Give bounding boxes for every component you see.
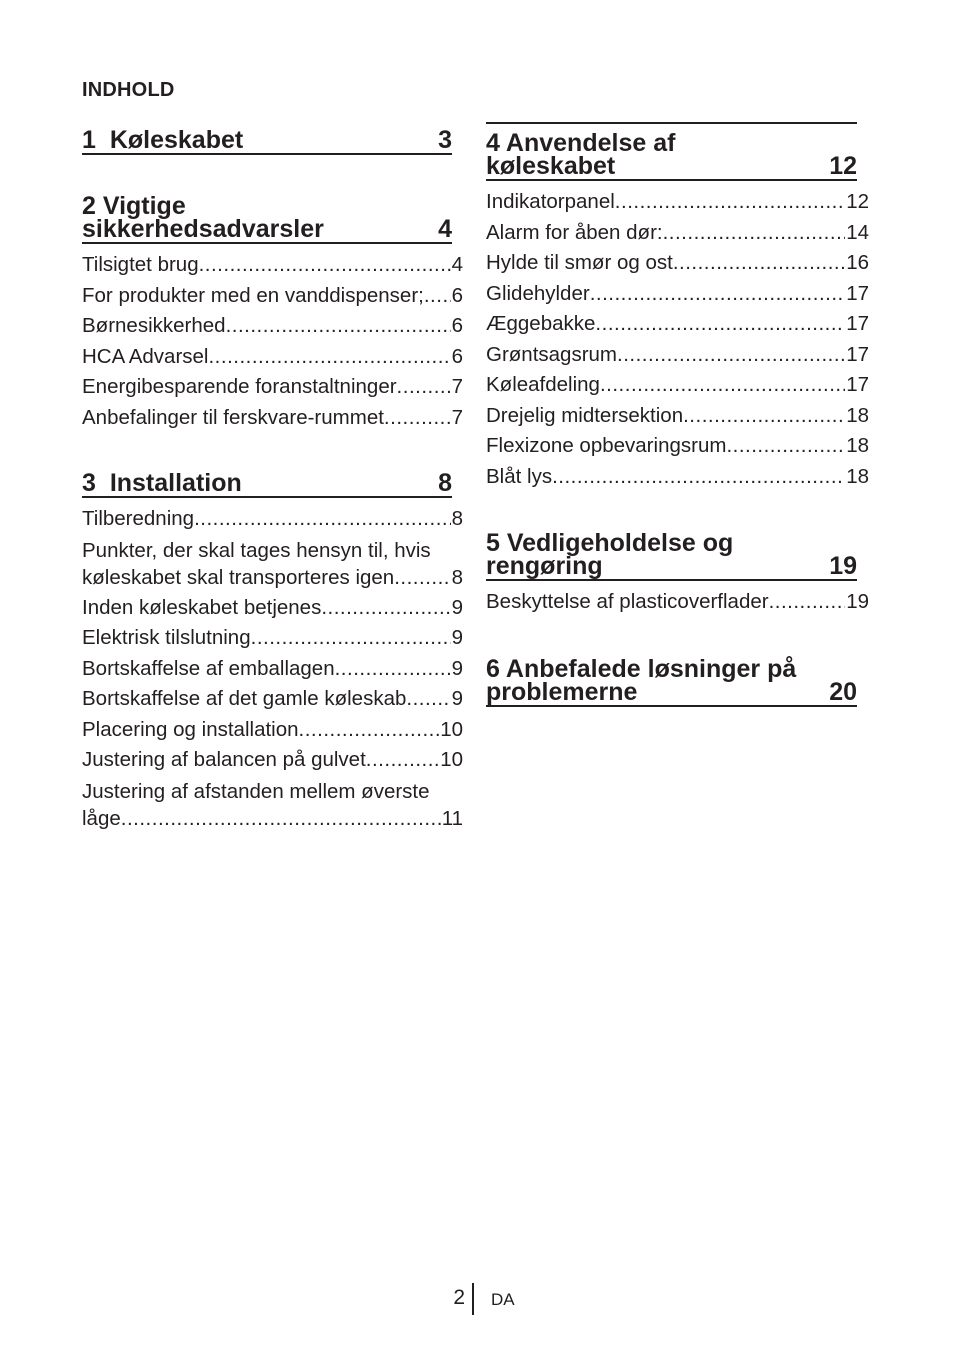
language-code: DA (491, 1290, 515, 1309)
toc-section-2-heading[interactable] (82, 187, 452, 244)
toc-entry[interactable]: Beskyttelse af plasticoverflader ..... 19 (486, 587, 869, 618)
toc-entry[interactable]: Tilsigtet brug ..... 4 (82, 250, 463, 281)
toc-entry[interactable]: Elektrisk tilslutning ..... 9 (82, 623, 463, 654)
section-page: 12 (829, 152, 857, 180)
toc-entry[interactable]: Drejelig midtersektion ..... 18 (486, 401, 869, 432)
section-title: 2 Vigtige sikkerhedsadvarsler (82, 192, 324, 243)
section-title: 4 Anvendelse af køleskabet (486, 129, 676, 180)
toc-entry[interactable]: Alarm for åben dør: ..... 14 (486, 218, 869, 249)
toc-column-right (486, 122, 869, 707)
toc-entry[interactable]: Inden køleskabet betjenes ..... 9 (82, 593, 463, 624)
section-title: 1 Køleskabet (82, 126, 244, 154)
section-page: 4 (438, 215, 452, 243)
toc-entry[interactable]: Tilberedning ..... 8 (82, 504, 463, 535)
page-title: INDHOLD (82, 79, 175, 101)
toc-section-5-entries (486, 581, 869, 618)
section-title: 6 Anbefalede løsninger på problemerne (486, 654, 797, 706)
toc-section-4-entries (486, 181, 869, 492)
toc-section-5-heading[interactable] (486, 524, 857, 581)
toc-entry[interactable]: Blåt lys ..... 18 (486, 462, 869, 493)
toc-entry[interactable]: Glidehylder ..... 17 (486, 279, 869, 310)
toc-entry[interactable]: Justering af afstanden mellem øverste låge ..... 11 (82, 778, 463, 832)
section-page: 3 (438, 126, 452, 154)
toc-entry[interactable]: Anbefalinger til ferskvare-rummet ..... 7 (82, 403, 463, 434)
toc-entry[interactable]: Punkter, der skal tages hensyn til, hvis køleskabet skal transporteres igen ..... 8 (82, 537, 463, 591)
footer-divider (472, 1283, 474, 1315)
toc-entry[interactable]: Grøntsagsrum ..... 17 (486, 340, 869, 371)
section-title: 3 Installation (82, 469, 242, 497)
section-title: 5 Vedligeholdelse og rengøring (486, 529, 734, 580)
toc-entry[interactable]: Bortskaffelse af det gamle køleskab ..... 9 (82, 684, 463, 715)
toc-entry[interactable]: Køleafdeling ..... 17 (486, 370, 869, 401)
page-number: 2 (453, 1286, 465, 1309)
toc-entry[interactable]: HCA Advarsel ..... 6 (82, 342, 463, 373)
toc-entry[interactable]: Indikatorpanel ..... 12 (486, 187, 869, 218)
toc-entry[interactable]: Flexizone opbevaringsrum ..... 18 (486, 431, 869, 462)
toc-entry[interactable]: Justering af balancen på gulvet ..... 10 (82, 745, 463, 776)
toc-column-left (82, 122, 463, 834)
toc-entry[interactable]: Placering og installation ..... 10 (82, 715, 463, 746)
toc-entry[interactable]: Hylde til smør og ost ..... 16 (486, 248, 869, 279)
toc-section-2-entries (82, 244, 463, 433)
toc-section-6-heading[interactable] (486, 650, 857, 707)
toc-section-3-entries (82, 498, 463, 832)
toc-section-1-heading[interactable] (82, 122, 452, 155)
toc-entry[interactable]: For produkter med en vanddispenser; ..... 6 (82, 281, 463, 312)
section-page: 8 (438, 469, 452, 497)
toc-entry[interactable]: Børnesikkerhed ..... 6 (82, 311, 463, 342)
toc-section-3-heading[interactable] (82, 465, 452, 498)
section-page: 19 (829, 552, 857, 580)
section-page: 20 (829, 677, 857, 706)
toc-entry[interactable]: Æggebakke ..... 17 (486, 309, 869, 340)
toc-section-4-heading[interactable] (486, 122, 857, 181)
toc-entry[interactable]: Energibesparende foranstaltninger ..... 7 (82, 372, 463, 403)
toc-entry[interactable]: Bortskaffelse af emballagen ..... 9 (82, 654, 463, 685)
